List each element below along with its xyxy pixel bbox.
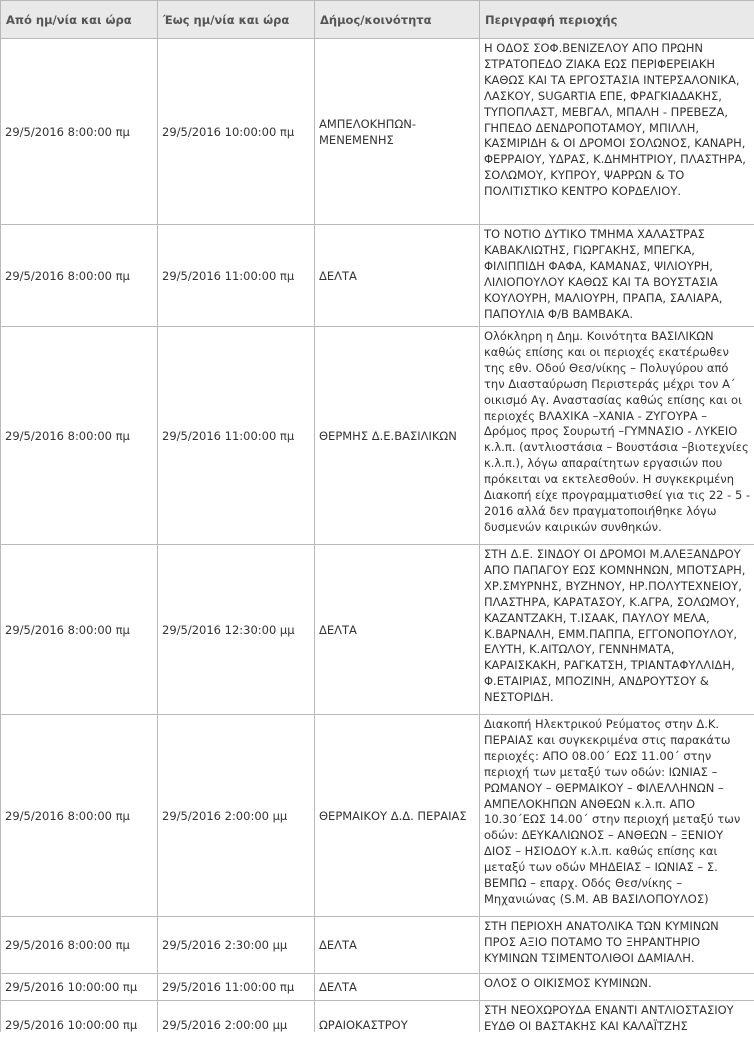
cell-municipality: ΘΕΡΜΗΣ Δ.Ε.ΒΑΣΙΛΙΚΩΝ bbox=[315, 327, 480, 545]
cell-municipality: ΔΕΛΤΑ bbox=[315, 545, 480, 715]
header-description: Περιγραφή περιοχής bbox=[480, 1, 754, 39]
table-row bbox=[1, 327, 754, 545]
table-row bbox=[1, 917, 754, 974]
cell-municipality: ΩΡΑΙΟΚΑΣΤΡΟΥ bbox=[315, 1001, 480, 1033]
cell-description: ΣΤΗ Δ.Ε. ΣΙΝΔΟΥ ΟΙ ΔΡΟΜΟΙ Μ.ΑΛΕΞΑΝΔΡΟΥ ΑΠΟ ΠΑΠΑΓΟΥ ΕΩΣ ΚΟΜΝΗΝΩΝ, ΜΠΟΤΣΑΡΗ, ΧΡ.ΣΜΥΡΝΗΣ, ΒΥΖΗΝΟΥ, ΗΡ.ΠΟΛΥΤΕΧΝΕΙΟΥ, ΠΛΑΣΤΗΡΑ, ΚΑΡΑΤΑΣΟΥ, Κ.ΑΓΡΑ, ΣΟΛΩΜΟΥ, ΚΑΖΑΝΤΖΑΚΗ, Τ.ΙΣΑΑΚ, ΠΑΥΛΟΥ ΜΕΛΑ, Κ.ΒΑΡΝΑΛΗ, ΕΜΜ.ΠΑΠΠΑ, ΕΓΓΟΝΟΠΟΥΛΟΥ, ΕΛΥΤΗ, Κ.ΑΙΤΩΛΟΥ, ΓΕΝΝΗΜΑΤΑ, ΚΑΡΑΙΣΚΑΚΗ, ΡΑΓΚΑΤΣΗ, ΤΡΙΑΝΤΑΦΥΛΛΙΔΗ, Φ.ΕΤΑΙΡΙΑΣ, ΜΠΟΖΙΝΗ, ΑΝΔΡΟΥΤΣΟΥ & ΝΕΣΤΟΡΙΔΗ. bbox=[480, 545, 754, 715]
cell-to: 29/5/2016 10:00:00 πμ bbox=[158, 39, 315, 225]
cell-description: ΤΟ ΝΟΤΙΟ ΔΥΤΙΚΟ ΤΜΗΜΑ ΧΑΛΑΣΤΡΑΣ ΚΑΒΑΚΛΙΩΤΗΣ, ΓΙΩΡΓΑΚΗΣ, ΜΠΕΓΚΑ, ΦΙΛΙΠΠΙΔΗ ΦΑΦΑ, ΚΑΜΑΝΑΣ, ΨΙΛΙΟΥΡΗ, ΛΙΛΙΟΠΟΥΛΟΥ ΚΑΘΩΣ ΚΑΙ ΤΑ ΒΟΥΣΤΑΣΙΑ ΚΟΥΛΟΥΡΗ, ΜΑΛΙΟΥΡΗ, ΠΡΑΠΑ, ΣΑΛΙΑΡΑ, ΠΑΠΟΥΛΙΑ Φ/Β ΒΑΜΒΑΚΑ. bbox=[480, 225, 754, 327]
cell-from: 29/5/2016 8:00:00 πμ bbox=[1, 545, 158, 715]
header-to: Έως ημ/νία και ώρα bbox=[158, 1, 315, 39]
cell-municipality: ΘΕΡΜΑΙΚΟΥ Δ.Δ. ΠΕΡΑΙΑΣ bbox=[315, 715, 480, 917]
cell-description: ΣΤΗ ΠΕΡΙΟΧΗ ΑΝΑΤΟΛΙΚΑ ΤΩΝ ΚΥΜΙΝΩΝ ΠΡΟΣ ΑΞΙΟ ΠΟΤΑΜΟ ΤΟ ΞΗΡΑΝΤΗΡΙΟ ΚΥΜΙΝΩΝ ΤΣΙΜΕΝΤΟΛΙΘΟΙ ΔΑΜΙΑΛΗ. bbox=[480, 917, 754, 974]
cell-description: Ολόκληρη η Δημ. Κοινότητα ΒΑΣΙΛΙΚΩΝ καθώς επίσης και οι περιοχές εκατέρωθεν της εθν. Οδού Θεσ/νίκης – Πολυγύρου από την Διασταύρωση Περιστεράς μέχρι τον Α΄ οικισμό Αγ. Αναστασίας καθώς επίσης και οι περιοχές ΒΛΑΧΙΚΑ –ΧΑΝΙΑ - ΖΥΓΟΥΡΑ – Δρόμος προς Σουρωτή –ΓΥΜΝΑΣΙΟ - ΛΥΚΕΙΟ κ.λ.π. (αντλιοστάσια – Βουστάσια –βιοτεχνίες κ.λ.π.), λόγω απαραίτητων εργασιών που πρόκειται να εκτελεσθούν. Η συγκεκριμένη Διακοπή είχε προγραμματισθεί για τις 22 - 5 - 2016 αλλά δεν πραγματοποιήθηκε λόγω δυσμενών καιρικών συνθηκών. bbox=[480, 327, 754, 545]
cell-from: 29/5/2016 8:00:00 πμ bbox=[1, 917, 158, 974]
cell-from: 29/5/2016 8:00:00 πμ bbox=[1, 327, 158, 545]
cell-from: 29/5/2016 8:00:00 πμ bbox=[1, 39, 158, 225]
cell-from: 29/5/2016 10:00:00 πμ bbox=[1, 1001, 158, 1033]
cell-to: 29/5/2016 11:00:00 πμ bbox=[158, 974, 315, 1001]
header-municipality: Δήμος/κοινότητα bbox=[315, 1, 480, 39]
table-row bbox=[1, 225, 754, 327]
cell-to: 29/5/2016 2:00:00 μμ bbox=[158, 1001, 315, 1033]
cell-municipality: ΑΜΠΕΛΟΚΗΠΩΝ-ΜΕΝΕΜΕΝΗΣ bbox=[315, 39, 480, 225]
table-row bbox=[1, 1001, 754, 1033]
cell-description: Διακοπή Ηλεκτρικού Ρεύματος στην Δ.Κ. ΠΕΡΑΙΑΣ και συγκεκριμένα στις παρακάτω περιοχές: ΑΠΟ 08.00΄ ΕΩΣ 11.00΄ στην περιοχή των μεταξύ των οδών: ΙΩΝΙΑΣ – ΡΩΜΑΝΟΥ – ΘΕΡΜΑΙΚΟΥ – ΦΙΛΕΛΛΗΝΩΝ – ΑΜΠΕΛΟΚΗΠΩΝ ΑΝΘΕΩΝ κ.λ.π. ΑΠΟ 10.30΄ΕΩΣ 14.00΄ στην περιοχή μεταξύ των οδών: ΔΕΥΚΑΛΙΩΝΟΣ – ΑΝΘΕΩΝ – ΞΕΝΙΟΥ ΔΙΟΣ – ΗΣΙΟΔΟΥ κ.λ.π. καθώς επίσης και μεταξύ των οδών ΜΗΔΕΙΑΣ – ΙΩΝΙΑΣ – Σ. ΒΕΜΠΩ – επαρχ. Οδός Θεσ/νίκης – Μηχανιώνας (S.M. ΑΒ ΒΑΣΙΛΟΠΟΥΛΟΣ) bbox=[480, 715, 754, 917]
table-row bbox=[1, 39, 754, 225]
cell-description: Η ΟΔΟΣ ΣΟΦ.ΒΕΝΙΖΕΛΟΥ ΑΠΟ ΠΡΩΗΝ ΣΤΡΑΤΟΠΕΔΟ ΖΙΑΚΑ ΕΩΣ ΠΕΡΙΦΕΡΕΙΑΚΗ ΚΑΘΩΣ ΚΑΙ ΤΑ ΕΡΓΟΣΤΑΣΙΑ ΙΝΤΕΡΣΑΛΟΝΙΚΑ, ΛΑΣΚΟΥ, SUGARTIA ΕΠΕ, ΦΡΑΓΚΙΑΔΑΚΗΣ, ΤΥΠΟΠΛΑΣΤ, ΜΕΒΓΑΛ, ΜΠΑΛΗ - ΠΡΕΒΕΖΑ, ΓΗΠΕΔΟ ΔΕΝΔΡΟΠΟΤΑΜΟΥ, ΜΠΙΛΛΗ, ΚΑΣΜΙΡΙΔΗ & ΟΙ ΔΡΟΜΟΙ ΣΟΛΩΝΟΣ, ΚΑΝΑΡΗ, ΦΕΡΡΑΙΟΥ, ΥΔΡΑΣ, Κ.ΔΗΜΗΤΡΙΟΥ, ΠΛΑΣΤΗΡΑ, ΣΟΛΩΜΟΥ, ΚΥΠΡΟΥ, ΨΑΡΡΩΝ & ΤΟ ΠΟΛΙΤΙΣΤΙΚΟ ΚΕΝΤΡΟ ΚΟΡΔΕΛΙΟΥ. bbox=[480, 39, 754, 225]
cell-from: 29/5/2016 8:00:00 πμ bbox=[1, 715, 158, 917]
header-from: Από ημ/νία και ώρα bbox=[1, 1, 158, 39]
cell-to: 29/5/2016 11:00:00 πμ bbox=[158, 225, 315, 327]
table-row bbox=[1, 545, 754, 715]
cell-municipality: ΔΕΛΤΑ bbox=[315, 225, 480, 327]
cell-to: 29/5/2016 11:00:00 πμ bbox=[158, 327, 315, 545]
cell-municipality: ΔΕΛΤΑ bbox=[315, 917, 480, 974]
table-row bbox=[1, 974, 754, 1001]
cell-to: 29/5/2016 2:00:00 μμ bbox=[158, 715, 315, 917]
cell-to: 29/5/2016 2:30:00 μμ bbox=[158, 917, 315, 974]
cell-from: 29/5/2016 8:00:00 πμ bbox=[1, 225, 158, 327]
cell-description: ΟΛΟΣ Ο ΟΙΚΙΣΜΟΣ ΚΥΜΙΝΩΝ. bbox=[480, 974, 754, 1001]
table-row bbox=[1, 715, 754, 917]
cell-from: 29/5/2016 10:00:00 πμ bbox=[1, 974, 158, 1001]
cell-to: 29/5/2016 12:30:00 μμ bbox=[158, 545, 315, 715]
cell-municipality: ΔΕΛΤΑ bbox=[315, 974, 480, 1001]
cell-description: ΣΤΗ ΝΕΟΧΩΡΟΥΔΑ ΕΝΑΝΤΙ ΑΝΤΛΙΟΣΤΑΣΙΟΥ ΕΥΔΘ ΟΙ ΒΑΣΤΑΚΗΣ ΚΑΙ ΚΑΛΑΪΤΖΗΣ bbox=[480, 1001, 754, 1033]
table-header-row bbox=[1, 1, 754, 39]
